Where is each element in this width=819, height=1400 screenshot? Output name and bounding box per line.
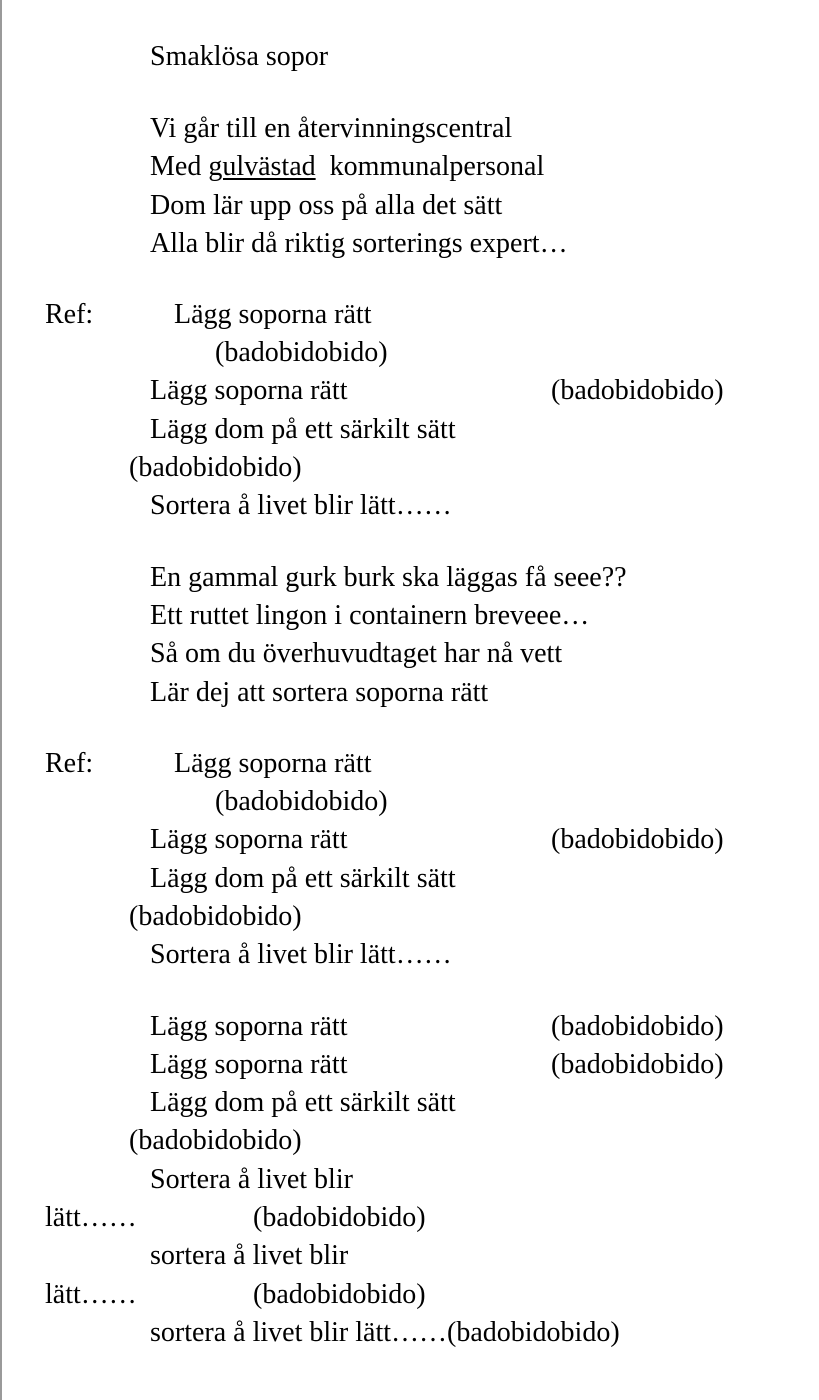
refrain2-line3-echo: (badobidobido)	[551, 824, 724, 855]
verse1-line2-pre: Med	[150, 151, 209, 182]
finale-line3: Lägg dom på ett särkilt sätt	[150, 1087, 456, 1118]
finale-line2: Lägg soporna rätt	[150, 1049, 348, 1080]
verse1-line2	[150, 150, 544, 184]
finale-line1: Lägg soporna rätt	[150, 1011, 348, 1042]
refrain1-line2: (badobidobido)	[215, 337, 388, 368]
refrain1-line3-echo: (badobidobido)	[551, 375, 724, 406]
refrain2-line3: Lägg soporna rätt	[150, 824, 348, 855]
refrain1-label: Ref:	[45, 299, 94, 330]
verse1-line3: Dom lär upp oss på alla det sätt	[150, 190, 503, 221]
refrain2-label: Ref:	[45, 748, 94, 779]
underlined-word: gulvästad	[208, 151, 316, 182]
finale-line8: lätt……	[45, 1279, 137, 1310]
refrain1-line6: Sortera å livet blir lätt……	[150, 490, 452, 521]
finale-line9: sortera å livet blir lätt……(badobidobido)	[150, 1317, 620, 1348]
refrain1-line4: Lägg dom på ett särkilt sätt	[150, 414, 456, 445]
finale-line6-echo: (badobidobido)	[253, 1202, 426, 1233]
verse2-line2: Ett ruttet lingon i containern breveee…	[150, 600, 590, 631]
refrain2-line2: (badobidobido)	[215, 786, 388, 817]
refrain1-line5: (badobidobido)	[129, 452, 302, 483]
verse1-line4: Alla blir då riktig sorterings expert…	[150, 228, 568, 259]
refrain2-line4: Lägg dom på ett särkilt sätt	[150, 863, 456, 894]
finale-line4: (badobidobido)	[129, 1125, 302, 1156]
refrain1-line1: Lägg soporna rätt	[174, 299, 372, 330]
finale-line7: sortera å livet blir	[150, 1240, 349, 1271]
refrain2-line1: Lägg soporna rätt	[174, 748, 372, 779]
verse2-line1: En gammal gurk burk ska läggas få seee??	[150, 562, 627, 593]
finale-line5: Sortera å livet blir	[150, 1164, 353, 1195]
verse2-line3: Så om du överhuvudtaget har nå vett	[150, 638, 563, 669]
finale-line2-echo: (badobidobido)	[551, 1049, 724, 1080]
refrain1-line3: Lägg soporna rätt	[150, 375, 348, 406]
finale-line1-echo: (badobidobido)	[551, 1011, 724, 1042]
refrain2-line6: Sortera å livet blir lätt……	[150, 939, 452, 970]
finale-line6: lätt……	[45, 1202, 137, 1233]
verse1-line2-post: kommunalpersonal	[315, 151, 545, 182]
song-title: Smaklösa sopor	[150, 41, 329, 72]
finale-line8-echo: (badobidobido)	[253, 1279, 426, 1310]
verse2-line4: Lär dej att sortera soporna rätt	[150, 677, 489, 708]
refrain2-line5: (badobidobido)	[129, 901, 302, 932]
verse1-line1: Vi går till en återvinningscentral	[150, 113, 513, 144]
